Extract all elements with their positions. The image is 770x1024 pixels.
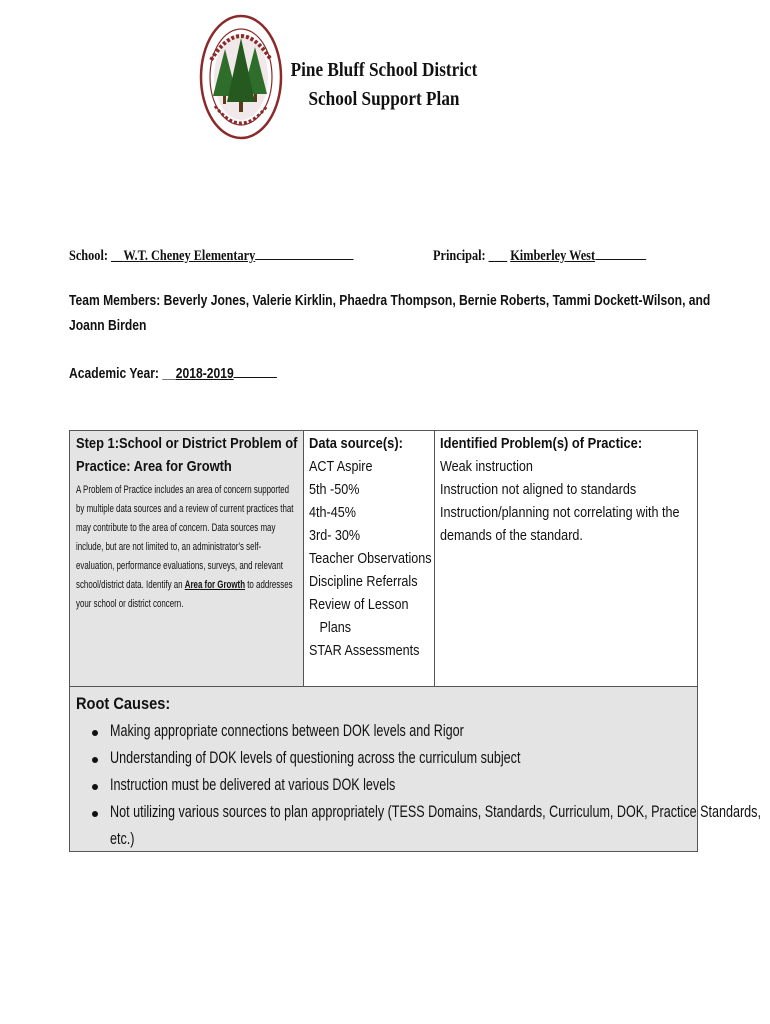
root-causes-cell <box>70 686 761 851</box>
data-source-item: Review of Lesson <box>309 596 409 613</box>
step1-desc-line: may contribute to the area of concern. Data sources may <box>76 522 276 534</box>
data-source-item: 3rd- 30% <box>309 527 361 544</box>
step1-heading-line2: Practice: Area for Growth <box>76 458 232 475</box>
team-members-line2: Joann Birden <box>69 318 147 334</box>
team-members-line1 <box>69 293 710 309</box>
root-cause-item: Understanding of DOK levels of questioning across the curriculum subject <box>110 748 521 767</box>
problem-item: Instruction/planning not correlating with the <box>440 504 680 521</box>
bullet-dot <box>92 784 98 790</box>
document-titles <box>260 57 508 115</box>
data-source-item: Teacher Observations <box>309 550 432 567</box>
support-plan-table <box>69 430 761 852</box>
data-source-item: Discipline Referrals <box>309 573 418 590</box>
school-field <box>69 247 354 265</box>
document-title: Pine Bluff School District <box>290 59 478 81</box>
identified-problems-cell <box>435 431 697 686</box>
bullet-dot <box>92 730 98 736</box>
academic-year-value: 2018-2019 <box>175 366 234 382</box>
team-label: Team Members: <box>69 293 161 309</box>
step1-cell <box>70 431 304 686</box>
school-blank-line <box>255 247 353 260</box>
principal-field <box>433 247 646 265</box>
step1-desc-line <box>76 576 293 595</box>
step1-desc-line: A Problem of Practice includes an area of concern supported <box>76 484 290 496</box>
step1-desc-line: include, but are not limited to, an administrator's self- <box>76 541 262 553</box>
academic-year-blank-line <box>234 365 277 378</box>
step1-desc-pre: school/district data. Identify an <box>76 579 185 591</box>
identified-problems-heading: Identified Problem(s) of Practice: <box>440 435 643 452</box>
step1-desc-line: by multiple data sources and a review of current practices that <box>76 503 294 515</box>
area-for-growth-term: Area for Growth <box>184 579 246 591</box>
step1-heading-line1: Step 1:School or District Problem of <box>76 435 298 452</box>
root-causes-heading: Root Causes: <box>76 694 171 713</box>
data-source-item: STAR Assessments <box>309 642 420 659</box>
problem-item: Instruction not aligned to standards <box>440 481 637 498</box>
team-names-line1: Beverly Jones, Valerie Kirklin, Phaedra Thompson, Bernie Roberts, Tammi Dockett-Wilson, and <box>160 293 711 309</box>
academic-year-label: Academic Year: __ <box>69 366 176 382</box>
principal-blank-line <box>595 247 646 260</box>
data-sources-heading: Data source(s): <box>309 435 403 452</box>
step1-desc-line: your school or district concern. <box>76 598 184 610</box>
academic-year-field <box>69 365 277 382</box>
data-source-item: 5th -50% <box>309 481 360 498</box>
data-source-item: Plans <box>309 619 352 636</box>
root-cause-item: Instruction must be delivered at various DOK levels <box>110 775 396 794</box>
principal-value: Kimberley West <box>510 248 596 264</box>
bullet-dot <box>92 757 98 763</box>
root-cause-item-continuation: etc.) <box>110 829 135 848</box>
document-subtitle: School Support Plan <box>308 88 460 110</box>
problem-item: Weak instruction <box>440 458 533 475</box>
principal-label: Principal: ___ <box>433 248 511 264</box>
data-sources-cell <box>304 431 435 686</box>
school-value: W.T. Cheney Elementary <box>123 248 256 264</box>
root-cause-item: Making appropriate connections between DOK levels and Rigor <box>110 721 464 740</box>
data-source-item: 4th-45% <box>309 504 356 521</box>
step1-desc-line: evaluation, performance evaluations, surveys, and relevant <box>76 560 283 572</box>
data-source-item: ACT Aspire <box>309 458 373 475</box>
step1-desc-post: to addresses <box>245 579 293 591</box>
problem-item: demands of the standard. <box>440 527 583 544</box>
root-cause-item: Not utilizing various sources to plan appropriately (TESS Domains, Standards, Curriculum, DOK, Practice Standards, <box>110 802 761 821</box>
bullet-dot <box>92 811 98 817</box>
school-label: School: __ <box>69 248 124 264</box>
